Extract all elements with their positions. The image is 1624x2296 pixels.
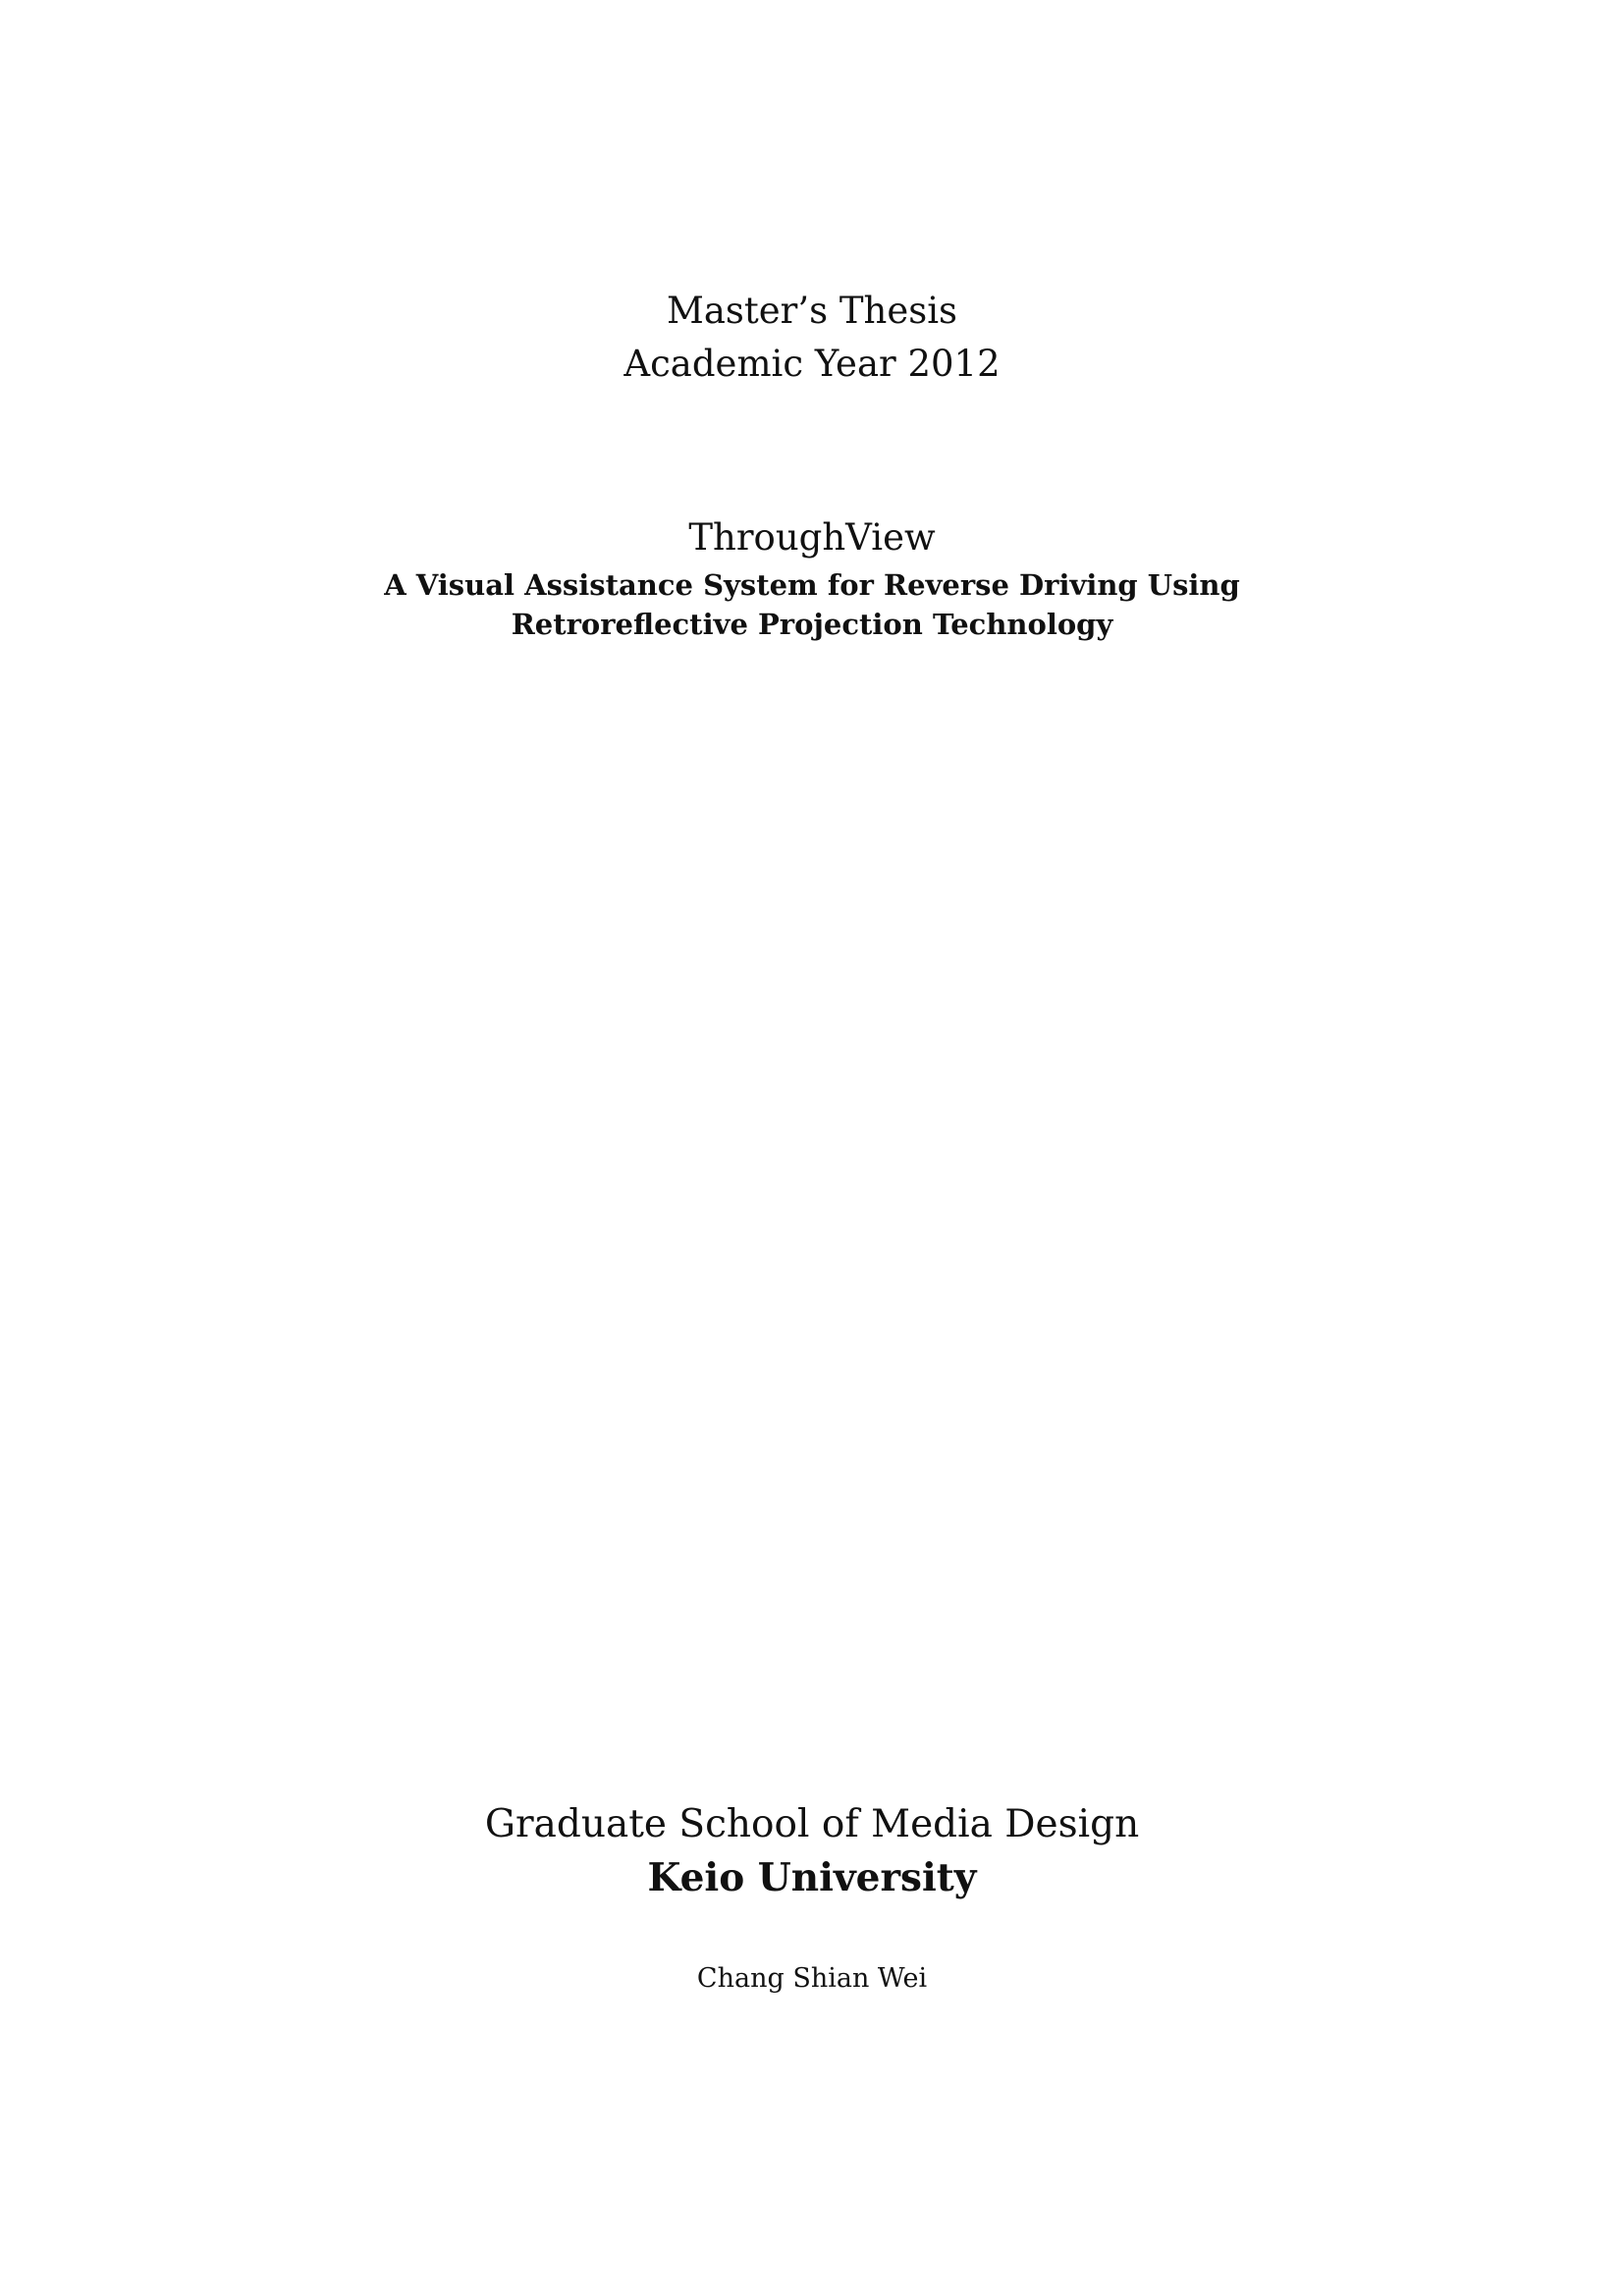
thesis-title: ThroughView [688, 516, 936, 559]
thesis-type: Master’s Thesis [666, 290, 958, 332]
university-name: Keio University [647, 1855, 977, 1900]
thesis-subtitle-line-1: A Visual Assistance System for Reverse Driving Using [384, 568, 1240, 602]
author-block [0, 1959, 1624, 1999]
academic-year: Academic Year 2012 [623, 343, 1001, 385]
author-name: Chang Shian Wei [696, 1963, 928, 1994]
institution-block [0, 1798, 1624, 1904]
school-name: Graduate School of Media Design [484, 1802, 1140, 1846]
title-block [0, 510, 1624, 644]
thesis-header [0, 285, 1624, 391]
thesis-subtitle-line-2: Retroreflective Projection Technology [511, 608, 1113, 641]
